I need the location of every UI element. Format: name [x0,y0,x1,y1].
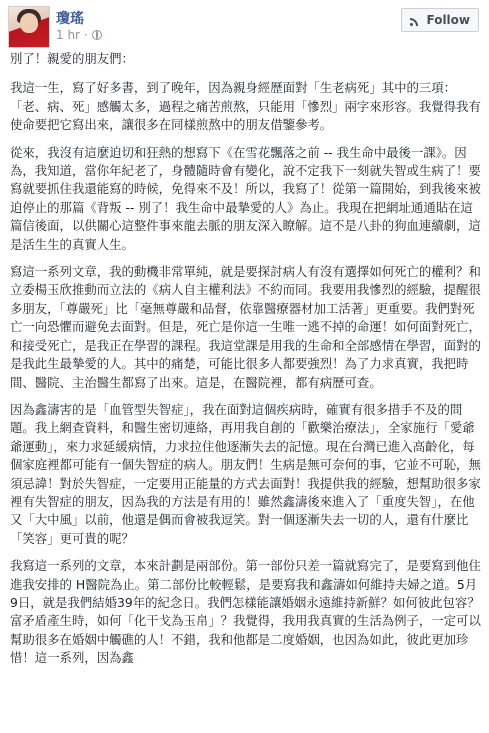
post-meta [56,28,102,42]
follow-label: Follow [426,13,470,27]
separator-dot: · [84,28,88,42]
follow-button[interactable] [401,8,479,32]
post-paragraph: 寫這一系列文章，我的動機非常單純，就是要探討病人有沒有選擇如何死亡的權利？和立委楊玉欣推動而立法的《病人自主權利法》不約而同。我要用我慘烈的經驗，提醒很多朋友，「尊嚴死」比「毫無尊嚴和品督，依靠醫療器材加工活著」更重要。我們對死亡一向恐懼而避免去面對。但是，死亡是你這一生唯一逃不掉的命運！如何面對死亡，和接受死亡，是我正在學習的課程。我這堂課是用我的生命和全部感情在學習，面對的是我此生最摯愛的人。其中的痛楚，可能比很多人都要強烈！為了力求真實，我把時間、醫院、主治醫生都寫了出來。這是，在醫院裡，都有病歷可查。 [10,264,481,390]
rss-icon [410,15,421,26]
post-time[interactable]: 1 hr [56,28,80,42]
post-paragraph: 我寫這一系列的文章，本來計劃是兩部份。第一部份只差一篇就寫完了，是要寫到他住進我安排的 H醫院為止。第二部份比較輕鬆，是要寫我和鑫濤如何維持夫婦之道。5月9日，就是我們結婚39年的紀念日。我們怎樣能讓婚姻永遠維持新鮮？如何彼此包容？富矛盾產生時，如何「化干戈為玉帛」？我覺得，我用我真實的生活為例子，一定可以幫助很多在婚姻中觸礁的人！不錯，我和他都是二度婚姻，也因為如此，彼此更加珍惜！這一系列，因為鑫 [10,558,481,666]
post-body [0,50,489,668]
avatar-face [20,13,38,33]
globe-icon [92,30,102,40]
post-paragraph: 因為鑫濤害的是「血管型失智症」，我在面對這個疾病時，確實有很多措手不及的問題。我上網查資料，和醫生密切連絡，再用我自創的「歡樂治療法」，全家施行「愛爺爺運動」，來力求延緩病情，力求拉住他逐漸失去的記憶。現在台灣已進入高齡化，每個家庭裡都可能有一個失智症的病人。朋友們！生病是無可奈何的事，它並不可恥，無須忌諱！對於失智症，一定要用正能量的方式去面對！我提供我的經驗，想幫助很多家裡有失智症的朋友，因為我的方法是有用的！雖然鑫濤後來進入了「重度失智」，在他又「大中風」以前，他還是偶而會被我逗笑。對一個逐漸失去一切的人，還有什麼比「笑容」更可貴的呢？ [10,401,481,546]
post-paragraph: 別了！親愛的朋友們： [10,51,134,66]
post-paragraph: 從來，我沒有這麼迫切和狂熱的想寫下《在雪花飄落之前 -- 我生命中最後一課》。因為，我知道，當你年紀老了，身體隨時會有變化，說不定我下一刻就失智或生病了！要寫就要抓住我還能寫的時候，免得來不及！所以，我寫了！從第一篇開始，到我後來被迫停止的那篇《背叛 -- 別了！我生命中最摯愛的人》為止。我現在把網址通通貼在這篇信後面，以供關心這整件事來龍去脈的朋友深入瞭解。這不是八卦的狗血連續劇，這是活生生的真實人生。 [10,144,481,252]
post-paragraph: 我這一生，寫了好多書，到了晚年，因為親身經歷面對「生老病死」其中的三項：「老、病、死」感觸太多，過程之痛苦煎熬，只能用「慘烈」兩字來形容。我覺得我有使命要把它寫出來，讓很多在同樣煎熬中的朋友借鑒參考。 [10,80,481,133]
author-name[interactable]: 瓊瑤 [56,11,84,27]
post-header [0,0,489,50]
author-avatar[interactable] [8,6,50,48]
